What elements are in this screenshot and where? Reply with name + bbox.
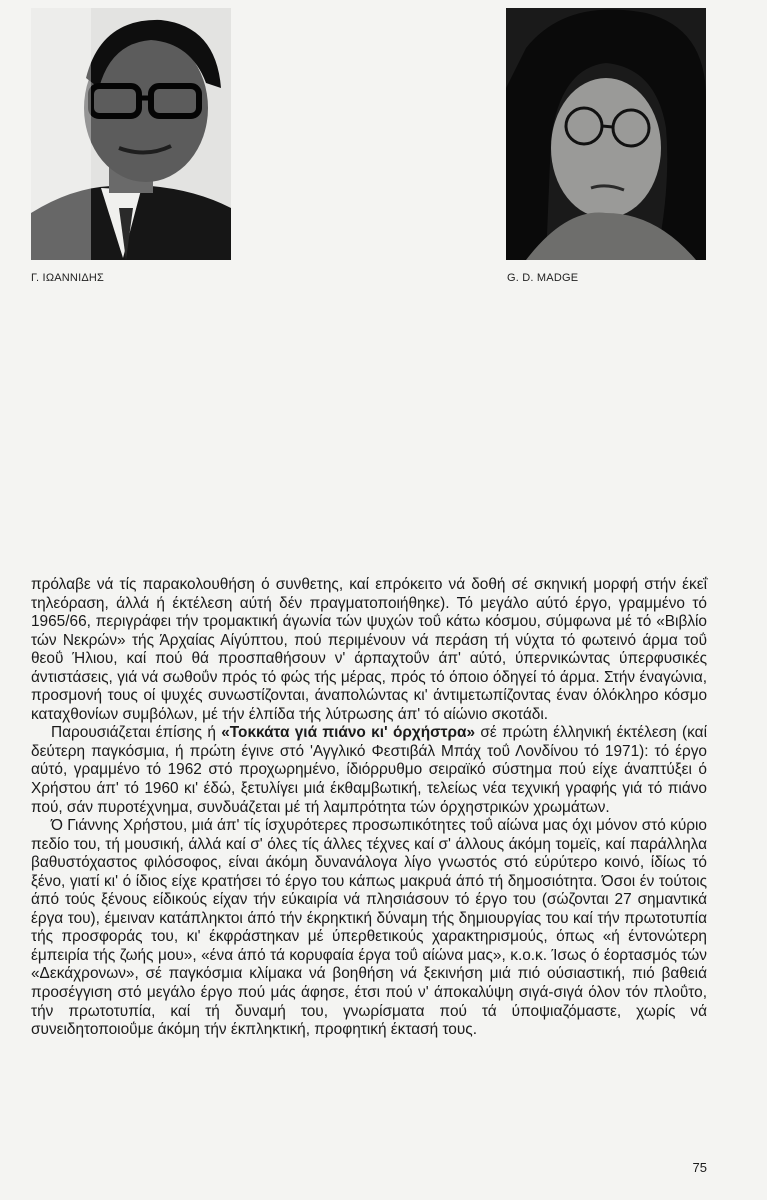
paragraph-2-rest: σέ πρώτη έλληνική έκτέλεση (καί δεύτερη παγκόσμια, ή πρώτη έγινε στό 'Αγγλικό Φεστιβάλ Μπάχ τοΰ Λονδίνου τό 1971): τό έργο αύτό, γραμμένο τό 1962 στό προχωρημένο, ίδιόρρυθμο σειραϊκό σύστημα πού είχε άναπτύξει ό Χρήστου άπ' τό 1960 κι' έδώ, ξετυλίγει μιά έκθαμβωτική, τελείως νέα τεχνική γραφής γιά τό πιάνο πού, σάν πυροτέχνημα, συνδυάζεται μέ τή λαμπρότητα τών όρχηστρικών χρωμάτων. (31, 724, 707, 816)
article-body (31, 576, 707, 1040)
toccata-title: «Τοκκάτα γιά πιάνο κι' όρχήστρα» (221, 724, 476, 742)
portrait-ioannidis-image (31, 8, 231, 260)
portrait-madge-image (506, 8, 706, 260)
paragraph-2-intro: Παρουσιάζεται έπίσης ή (51, 724, 222, 742)
photo-ioannidis (31, 8, 231, 260)
page-number: 75 (692, 1160, 707, 1175)
paragraph-2 (31, 724, 707, 817)
paragraph-1: πρόλαβε νά τίς παρακολουθήση ό συνθετης, καί επρόκειτο νά δοθή σέ σκηνική μορφή στήν έκεΐ τηλεόραση, άλλά ή έκτέλεση αύτή δέν πραγματοποιήθηκε). Τό μεγάλο αύτό έργο, γραμμένο τό 1965/66, περιγράφει τήν τρομακτική άγωνία τών ψυχών τοΰ κάτω κόσμου, σύμφωνα μέ τό «Βιβλίο τών Νεκρών» τής Άρχαίας Αίγύπτου, πού περιμένουν νά περάση τή νύχτα τό φωτεινό άρμα τοΰ θεοΰ Ήλιου, καί πού θά προσπαθήσουν ν' άρπαχτοΰν άπ' αύτό, ύπερνικώντας ύπερφυσικές άντιστάσεις, γιά νά σωθοΰν πρός τό φώς τής μέρας, πρός τό όποιο όδηγεί τό άρμα. Στήν έναγώνια, προσμονή τους οί ψυχές συνωστίζονται, άναπολώντας κι' άντιμετωπίζοντας έναν όλόκληρο κόσμο καταχθονίων συμβόλων, μέ τήν έλπίδα τής λύτρωσης άπ' τό αίώνιο σκοτάδι. (31, 576, 707, 723)
paragraph-3: Ό Γιάννης Χρήστου, μιά άπ' τίς ίσχυρότερες προσωπικότητες τοΰ αίώνα μας όχι μόνον στό κύριο πεδίο του, τή μουσική, άλλά καί σ' όλες τίς άλλες τέχνες καί σ' άλλους άκόμη τομεϊς, καί παράλληλα βαθυστόχαστος φιλόσοφος, είναι άκόμη δυνανάλογα λίγο γνωστός στό εύρύτερο κοινό, ίδίως τό ξένο, γιατί κι' ό ίδιος είχε κρατήσει τό έργο του κάπως μακρυά άπό τή δημοσιότητα. Όσοι έν τούτοις άπό τούς ξένους είδικούς είχαν τήν εύκαιρία νά πλησιάσουν τό έργο του (σώζονται 27 σημαντικά έργα του), έμειναν κατάπληκτοι άπό τήν έκρηκτική δύναμη τής δημιουργίας του καί τήν πρωτοτυπία τής προσφοράς του, κι' έκφράστηκαν μέ ύπερθετικούς χαρακτηρισμούς, όπως «ή έντονώτερη έμπειρία τής ζωής μου», «ένα άπό τά κορυφαία έργα τοΰ αίώνα μας», κ.ο.κ. Ίσως ό έορτασμός τών «Δεκάχρονων», σέ παγκόσμια κλίμακα νά βοηθήση νά ξεκινήση μιά πιό ούσιαστική, πιό βαθειά προσέγγιση στό μεγάλο έργο πού μάς άφησε, έτσι πού ν' άποκαλύψη σιγά-σιγά όλον τόν πλοΰτο, τήν πρωτοτυπία, καί τή δυναμή του, γνωρίσματα πού τά ύποψιαζόμαστε, χωρίς νά συνειδητοποιοΰμε άκόμη τήν έκπληκτική, προφητική έκτασή τους. (31, 817, 707, 1039)
photo-madge (506, 8, 706, 260)
caption-ioannidis: Γ. ΙΩΑΝΝΙΔΗΣ (31, 272, 105, 284)
caption-madge: G. D. MADGE (507, 272, 579, 284)
